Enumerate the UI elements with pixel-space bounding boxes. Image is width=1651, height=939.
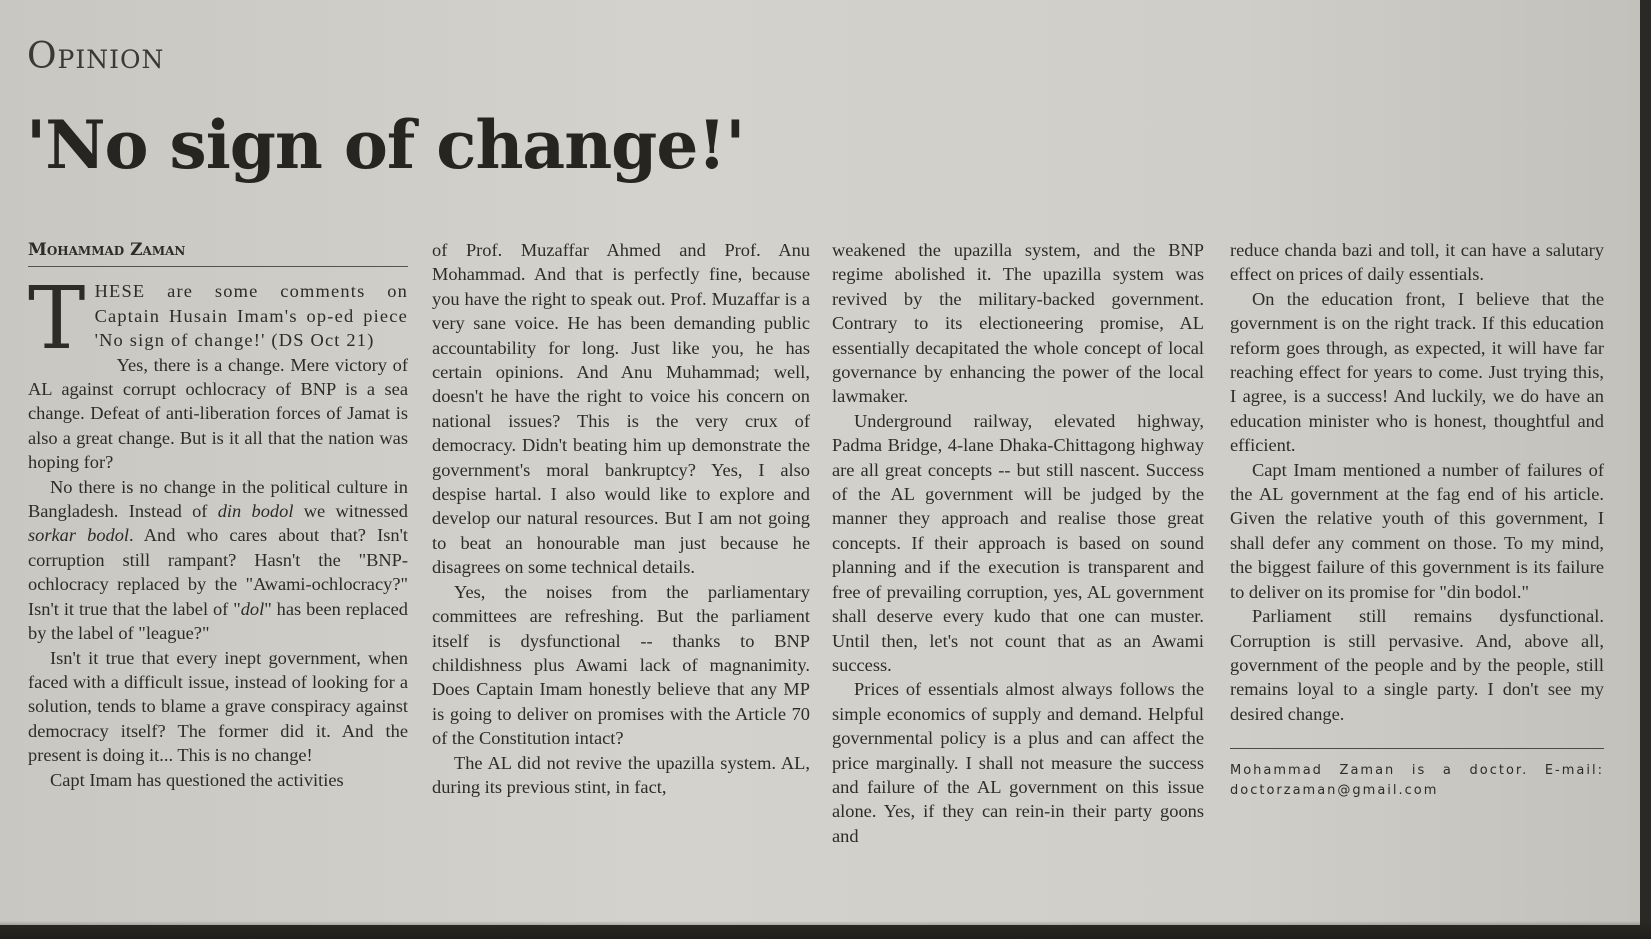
paragraph: Capt Imam mentioned a number of failures of the AL government at the fag end of his article. Given the relative youth of this government, I shall defer any comment on those. To my mind, the biggest failure of this government is its failure to deliver on its promise for "din bodol." (1230, 459, 1604, 602)
lead-paragraph (28, 269, 408, 370)
paragraph: Yes, the noises from the parliamentary committees are refreshing. But the parliament itself is dysfunctional -- thanks to BNP childishness plus Awami lack of magnanimity. Does Captain Imam honestly believe that any MP is going to deliver on promises with the Article 70 of the Constitution intact? (432, 581, 810, 749)
drop-cap: T (28, 269, 87, 370)
paragraph: of Prof. Muzaffar Ahmed and Prof. Anu Mohammad. And that is perfectly fine, because you have the right to speak out. Prof. Muzaffar is a very sane voice. He has been demanding public accountability for long. Just like you, he has certain opinions. And Anu Muhammad; well, doesn't he have the right to voice his concern on national issues? This is the very crux of democracy. Didn't beating him up demonstrate the government's moral bankruptcy? Yes, I also despise hartal. I also would like to explore and develop our natural resources. But I am not going to beat an honourable man just because he disagrees on some technical details. (432, 240, 810, 578)
lead-text: HESE are some comments on Captain Husain Imam's op-ed piece 'No sign of change!' (DS Oct 21) (94, 281, 408, 351)
italic-term: sorkar bodol (28, 525, 130, 546)
paragraph: Yes, there is a change. Mere victory of AL against corrupt ochlocracy of BNP is a sea change. Defeat of anti-liberation forces of Jamat is also a great change. But is it all that the nation was hoping for? (28, 354, 408, 473)
text-run: No there is no change in the political culture in Bangladesh. Instead of (28, 476, 408, 522)
byline: Mohammad Zaman (28, 238, 408, 267)
column-4 (1230, 238, 1604, 801)
paragraph: Prices of essentials almost always follows the simple economics of supply and demand. Helpful governmental policy is a plus and can affect the price marginally. I shall not measure the success and failure of the AL government on this issue alone. Yes, if they can rein-in their party goons and (832, 679, 1204, 846)
italic-term: dol (240, 598, 265, 619)
column-1 (28, 238, 408, 792)
paragraph: The AL did not revive the upazilla system. AL, during its previous stint, in fact, (432, 752, 810, 797)
paragraph (28, 475, 408, 646)
paragraph: Underground railway, elevated highway, Padma Bridge, 4-lane Dhaka-Chittagong highway are all great concepts -- but still nascent. Success of the AL government will be judged by the manner they approach and realise those great concepts. If their approach is based on sound planning and if the execution is transparent and free of prevailing corruption, yes, AL government shall deserve every kudo that one can muster. Until then, let's not count that as an Awami success. (832, 410, 1204, 675)
text-run: " has been replaced by the label of "league?" (28, 598, 408, 644)
paragraph: Capt Imam has questioned the activities (50, 769, 344, 790)
paragraph: Isn't it true that every inept government, when faced with a difficult issue, instead of looking for a solution, tends to blame a grave conspiracy against democracy itself? The former did it. And the present is doing it... This is no change! (28, 647, 408, 766)
column-3 (832, 238, 1204, 848)
column-2 (432, 238, 810, 799)
author-bio: Mohammad Zaman is a doctor. E-mail: doctorzaman@gmail.com (1230, 763, 1604, 799)
divider (1230, 748, 1604, 749)
paragraph: weakened the upazilla system, and the BNP regime abolished it. The upazilla system was revived by the military-backed government. Contrary to its electioneering promise, AL essentially decapitated the whole concept of local governance by enhancing the power of the local lawmaker. (832, 240, 1204, 407)
text-run: we witnessed (293, 501, 409, 522)
headline: 'No sign of change!' (26, 106, 745, 184)
paragraph: Parliament still remains dysfunctional. Corruption is still pervasive. And, above all, government of the people and by the people, still remains loyal to a single party. I don't see my desired change. (1230, 606, 1604, 724)
paragraph: On the education front, I believe that the government is on the right track. If this education reform goes through, as expected, it will have far reaching effect for years to come. Just trying this, I agree, is a success! And luckily, we do have an education minister who is honest, thoughtful and efficient. (1230, 288, 1604, 456)
paragraph: reduce chanda bazi and toll, it can have a salutary effect on prices of daily essentials. (1230, 240, 1604, 285)
section-kicker: Opinion (27, 36, 165, 77)
italic-term: din bodol (217, 501, 294, 522)
page-edge-shadow (0, 921, 1651, 939)
text-run: . And who cares about that? Isn't corruption still rampant? Hasn't the "BNP-ochlocracy replaced by the "Awami-ochlocracy?" Isn't it true that the label of " (28, 525, 408, 619)
